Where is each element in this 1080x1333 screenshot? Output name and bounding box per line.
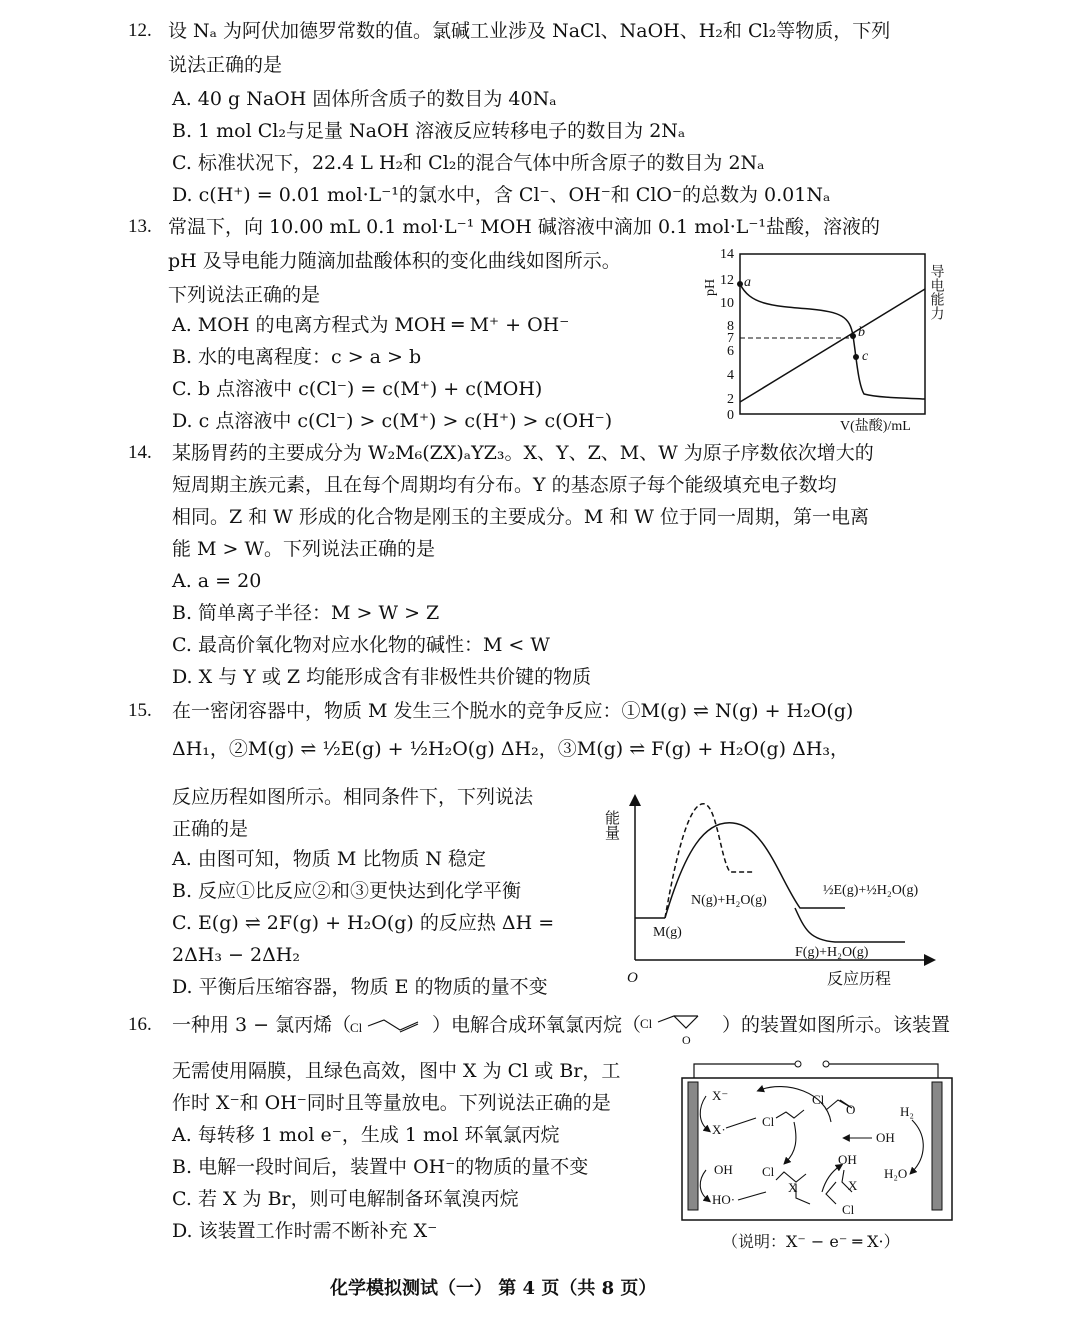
q13-stem: 下列说法正确的是 [168, 284, 321, 306]
q16-option-a: A. 每转移 1 mol e⁻，生成 1 mol 环氧氯丙烷 [172, 1124, 560, 1146]
q12-option-c: C. 标准状况下，22.4 L H₂和 Cl₂的混合气体中所含原子的数目为 2Nₐ [172, 152, 765, 174]
q16-figure-note: （说明：X⁻ − e⁻ ═ X·） [722, 1232, 900, 1251]
fig-cl-mid: Cl [762, 1164, 775, 1179]
q16-stem: ）的装置如图所示。该装置 [722, 1014, 951, 1036]
q13-ytick: 2 [727, 392, 734, 407]
fig-oh-left: OH [714, 1162, 733, 1177]
q13-ytick: 10 [720, 296, 734, 311]
q16-option-d: D. 该装置工作时需不断补充 X⁻ [172, 1220, 438, 1242]
q13-number: 13. [128, 216, 152, 237]
q16-stem: 作时 X⁻和 OH⁻同时且等量放电。下列说法正确的是 [172, 1092, 611, 1114]
q15-stem: ΔH₁，②M(g) ⇌ ½E(g) + ½H₂O(g) ΔH₂，③M(g) ⇌ F(g) + H₂O(g) ΔH₃， [172, 738, 850, 760]
fig-x-radical: X· [712, 1122, 726, 1137]
cathode-electrode [932, 1082, 942, 1210]
q13-ytick: 0 [727, 408, 734, 423]
q13-plot-frame [740, 254, 925, 414]
q15-label-f: F(g)+H₂O(g) [795, 945, 869, 960]
q16-number: 16. [128, 1014, 152, 1035]
q13-x-label: V(盐酸)/mL [840, 419, 911, 434]
q15-option-c-cont: 2ΔH₃ − 2ΔH₂ [172, 944, 300, 966]
q15-x-label: 反应历程 [827, 971, 892, 988]
q13-conductivity-line [740, 289, 925, 402]
q13-ytick: 12 [720, 273, 734, 288]
q14-option-c: C. 最高价氧化物对应水化物的碱性：M < W [172, 634, 550, 656]
q15-origin: O [627, 970, 638, 986]
fig-h2: H₂ [900, 1104, 914, 1119]
q15-option-a: A. 由图可知，物质 M 比物质 N 稳定 [172, 848, 487, 870]
svg-text:O: O [682, 1033, 691, 1047]
q14-stem: 能 M > W。下列说法正确的是 [172, 538, 436, 560]
q13-ytick: 7 [727, 331, 734, 346]
fig-cl-right: Cl [842, 1202, 855, 1217]
q15-y-label: 能量 [603, 810, 619, 840]
q14-stem: 短周期主族元素，且在每个周期均有分布。Y 的基态原子每个能级填充电子数均 [172, 474, 837, 496]
fig-oh-mid: OH [838, 1152, 857, 1167]
fig-cl: Cl [762, 1114, 775, 1129]
q13-label-c: c [862, 349, 869, 364]
q16-electrolysis-figure [676, 1052, 961, 1257]
q13-ph-figure [690, 244, 950, 434]
q16-stem: 一种用 3 − 氯丙烯（ [172, 1014, 352, 1036]
q12-option-a: A. 40 g NaOH 固体所含质子的数目为 40Nₐ [172, 88, 557, 110]
q13-ytick: 8 [727, 319, 734, 334]
q15-stem: 在一密闭容器中，物质 M 发生三个脱水的竞争反应：①M(g) ⇌ N(g) + H₂O(g) [172, 700, 854, 722]
svg-text:Cl: Cl [640, 1016, 653, 1031]
q15-label-e: ½E(g)+½H₂O(g) [823, 883, 919, 898]
fig-o: O [846, 1102, 856, 1117]
q14-stem: 某肠胃药的主要成分为 W₂M₆(ZX)ₐYZ₃。X、Y、Z、M、W 为原子序数依次增大的 [172, 442, 874, 464]
q16-stem: 无需使用隔膜，且绿色高效，图中 X 为 Cl 或 Br，工 [172, 1060, 621, 1082]
q13-right-label: 导电能力 [928, 264, 944, 320]
q15-stem: 反应历程如图所示。相同条件下，下列说法 [172, 786, 534, 808]
page-footer: 化学模拟测试（一） 第 4 页（共 8 页） [330, 1278, 657, 1299]
q13-y-label: pH [703, 278, 718, 296]
q13-ytick: 14 [720, 247, 734, 262]
q14-option-a: A. a = 20 [172, 570, 262, 592]
q13-ph-curve [740, 284, 925, 399]
q13-option-c: C. b 点溶液中 c(Cl⁻) = c(M⁺) + c(MOH) [172, 378, 543, 400]
allyl-chloride-structure [350, 1012, 430, 1040]
q13-point-c [853, 354, 859, 360]
q12-stem: 设 Nₐ 为阿伏加德罗常数的值。氯碱工业涉及 NaCl、NaOH、H₂和 Cl₂等物质，下列 [168, 20, 891, 42]
q15-energy-figure [605, 790, 960, 990]
epichlorohydrin-structure [636, 1006, 716, 1048]
q13-option-d: D. c 点溶液中 c(Cl⁻) > c(M⁺) > c(H⁺) > c(OH⁻) [172, 410, 613, 432]
fig-cl: Cl [812, 1092, 825, 1107]
fig-h2o: H₂O [884, 1166, 908, 1181]
q12-number: 12. [128, 20, 152, 41]
q13-label-a: a [744, 275, 751, 290]
q13-stem: pH 及导电能力随滴加盐酸体积的变化曲线如图所示。 [168, 250, 621, 272]
q13-stem: 常温下，向 10.00 mL 0.1 mol·L⁻¹ MOH 碱溶液中滴加 0.1 mol·L⁻¹盐酸，溶液的 [168, 216, 881, 238]
q12-option-d: D. c(H⁺) = 0.01 mol·L⁻¹的氯水中，含 Cl⁻、OH⁻和 ClO⁻的总数为 0.01Nₐ [172, 184, 831, 206]
q14-option-d: D. X 与 Y 或 Z 均能形成含有非极性共价键的物质 [172, 666, 592, 688]
q12-stem: 说法正确的是 [168, 54, 283, 76]
q14-stem: 相同。Z 和 W 形成的化合物是刚玉的主要成分。M 和 W 位于同一周期，第一电离 [172, 506, 869, 528]
q15-label-m: M(g) [653, 925, 682, 940]
q14-option-b: B. 简单离子半径：M > W > Z [172, 602, 440, 624]
q16-option-b: B. 电解一段时间后，装置中 OH⁻的物质的量不变 [172, 1156, 589, 1178]
q15-option-b: B. 反应①比反应②和③更快达到化学平衡 [172, 880, 522, 902]
q13-ytick: 6 [727, 344, 734, 359]
q16-option-c: C. 若 X 为 Br，则可电解制备环氧溴丙烷 [172, 1188, 519, 1210]
q15-label-n: N(g)+H₂O(g) [691, 893, 767, 908]
q15-option-c: C. E(g) ⇌ 2F(g) + H₂O(g) 的反应热 ΔH = [172, 912, 555, 934]
fig-ho-radical: HO· [712, 1192, 736, 1207]
q15-stem: 正确的是 [172, 818, 249, 840]
q15-number: 15. [128, 700, 152, 721]
q16-stem: ）电解合成环氧氯丙烷（ [432, 1014, 642, 1036]
q13-option-b: B. 水的电离程度：c > a > b [172, 346, 422, 368]
fig-x-right: X [848, 1178, 858, 1193]
anode-electrode [688, 1082, 698, 1210]
fig-x-minus: X⁻ [712, 1088, 729, 1103]
q12-option-b: B. 1 mol Cl₂与足量 NaOH 溶液反应转移电子的数目为 2Nₐ [172, 120, 686, 142]
q13-option-a: A. MOH 的电离方程式为 MOH ═ M⁺ + OH⁻ [172, 314, 570, 336]
q13-ytick: 4 [727, 368, 734, 383]
q13-label-b: b [858, 325, 865, 340]
q15-solid-curve-f [795, 908, 905, 942]
q13-point-b [850, 333, 856, 339]
fig-x-mid: X [788, 1180, 798, 1195]
q15-option-d: D. 平衡后压缩容器，物质 E 的物质的量不变 [172, 976, 548, 998]
svg-text:Cl: Cl [350, 1020, 363, 1035]
fig-oh: OH [876, 1130, 895, 1145]
q14-number: 14. [128, 442, 152, 463]
q13-point-a [737, 281, 743, 287]
